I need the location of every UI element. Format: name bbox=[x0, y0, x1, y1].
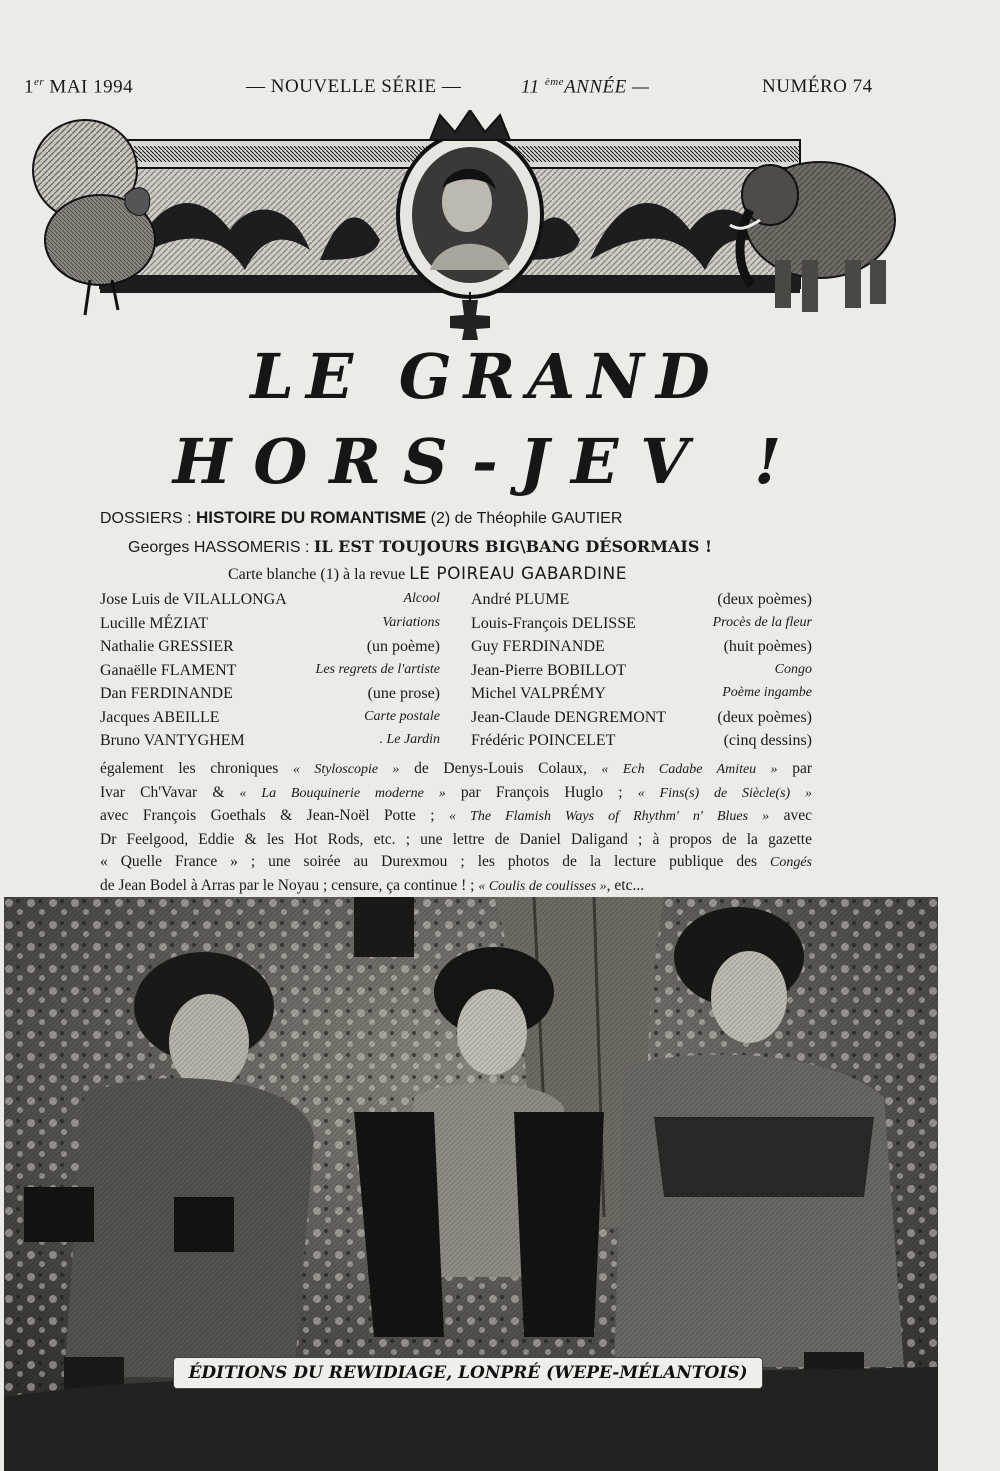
contributor-name: Ganaëlle FLAMENT bbox=[100, 661, 237, 679]
contributor-row bbox=[100, 662, 440, 686]
chronicles-paragraph bbox=[100, 758, 812, 898]
contributor-work: Les regrets de l'artiste bbox=[315, 661, 440, 677]
contributors-table bbox=[100, 591, 812, 751]
contributor-work: (cinq dessins) bbox=[723, 732, 812, 749]
issue-year: 11 $^{ème}$ANNÉE — bbox=[521, 76, 650, 98]
contributor-name: Louis-François DELISSE bbox=[471, 614, 636, 632]
contributor-row bbox=[100, 591, 440, 615]
feature-author: Georges HASSOMERIS : bbox=[128, 539, 314, 556]
chronicles-line: avec François Goethals & Jean-Noël Potte ; « The Flamish Ways of Rhythm' n' Blues » avec bbox=[100, 807, 812, 824]
contributor-row bbox=[100, 685, 440, 709]
journal-title-line1: LE GRAND bbox=[250, 340, 722, 413]
contributor-name: Jean-Claude DENGREMONT bbox=[471, 708, 667, 726]
issue-number: NUMÉRO 74 bbox=[762, 76, 873, 97]
contributor-work: Congo bbox=[774, 661, 812, 677]
contributor-row bbox=[100, 709, 440, 733]
chronicles-line: de Jean Bodel à Arras par le Noyau ; censure, ça continue ! ; « Coulis de coulisses », etc... bbox=[100, 876, 645, 894]
contributor-row bbox=[471, 709, 812, 733]
contributor-work: Variations bbox=[382, 614, 440, 630]
contributor-work: Alcool bbox=[403, 591, 440, 606]
chronicles-line: Dr Feelgood, Eddie & les Hot Rods, etc. ; une lettre de Daniel Daligand ; à propos de la gazette bbox=[100, 830, 812, 848]
contributor-row bbox=[471, 662, 812, 686]
contributor-name: Lucille MÉZIAT bbox=[100, 614, 208, 632]
journal-title-line2: HORS-JEV ! bbox=[172, 425, 804, 498]
chronicles-line: Ivar Ch'Vavar & « La Bouquinerie moderne » par François Huglo ; « Fins(s) de Siècle(s) » bbox=[100, 783, 812, 801]
ornamental-frieze bbox=[30, 110, 910, 340]
contributors-left-column bbox=[100, 591, 440, 756]
contributor-work: . Le Jardin bbox=[379, 732, 440, 747]
issue-date: 1er MAI 1994 bbox=[24, 76, 134, 98]
feature-line bbox=[128, 537, 712, 557]
dossiers-subject: HISTOIRE DU ROMANTISME bbox=[196, 508, 427, 527]
contributor-name: Dan FERDINANDE bbox=[100, 685, 233, 702]
chronicles-line: également les chroniques « Styloscopie » de Denys-Louis Colaux, « Ech Cadabe Amiteu » par bbox=[100, 760, 812, 777]
contributor-work: (une prose) bbox=[367, 685, 440, 702]
carte-blanche-revue: LE POIREAU GABARDINE bbox=[409, 564, 627, 584]
issue-series: — NOUVELLE SÉRIE — bbox=[246, 76, 462, 97]
contributor-row bbox=[471, 685, 812, 709]
contributor-row bbox=[471, 615, 812, 639]
contributor-work: (deux poèmes) bbox=[717, 708, 812, 726]
dossiers-label: DOSSIERS : bbox=[100, 510, 197, 527]
contributor-work: (huit poèmes) bbox=[723, 638, 812, 655]
contributor-name: Jacques ABEILLE bbox=[100, 708, 220, 726]
contributor-row bbox=[471, 638, 812, 662]
chronicles-line: « Quelle France » ; une soirée au Durexmou ; les photos de la lecture publique des Congés bbox=[100, 853, 812, 870]
contributor-work: Procès de la fleur bbox=[712, 614, 812, 630]
contributor-name: Bruno VANTYGHEM bbox=[100, 732, 245, 749]
contributor-name: Michel VALPRÉMY bbox=[471, 685, 606, 702]
contributor-name: Frédéric POINCELET bbox=[471, 732, 616, 749]
carte-blanche-text: Carte blanche (1) à la revue bbox=[228, 566, 410, 583]
contributor-name: Jean-Pierre BOBILLOT bbox=[471, 661, 627, 679]
contributor-row bbox=[471, 732, 812, 756]
contributor-work: Carte postale bbox=[364, 708, 440, 724]
contributor-name: André PLUME bbox=[471, 591, 570, 608]
contributor-work: (un poème) bbox=[366, 638, 440, 655]
contributor-row bbox=[100, 732, 440, 756]
dossiers-line bbox=[100, 508, 622, 528]
carte-blanche-line bbox=[228, 564, 627, 584]
contributor-row bbox=[100, 615, 440, 639]
contributor-row bbox=[471, 591, 812, 615]
dossiers-detail: (2) de Théophile GAUTIER bbox=[426, 510, 623, 527]
contributor-work: (deux poèmes) bbox=[717, 591, 812, 608]
contributor-row bbox=[100, 638, 440, 662]
contributor-name: Jose Luis de VILALLONGA bbox=[100, 591, 287, 608]
contributor-name: Nathalie GRESSIER bbox=[100, 638, 234, 655]
publisher-caption: ÉDITIONS DU REWIDIAGE, LONPRÉ (WEPE-MÉLANTOIS) bbox=[173, 1357, 763, 1389]
contributor-work: Poème ingambe bbox=[722, 685, 812, 700]
contributor-name: Guy FERDINANDE bbox=[471, 638, 605, 655]
contributors-right-column bbox=[471, 591, 812, 756]
feature-title: IL EST TOUJOURS BIG\BANG DÉSORMAIS ! bbox=[313, 537, 712, 556]
